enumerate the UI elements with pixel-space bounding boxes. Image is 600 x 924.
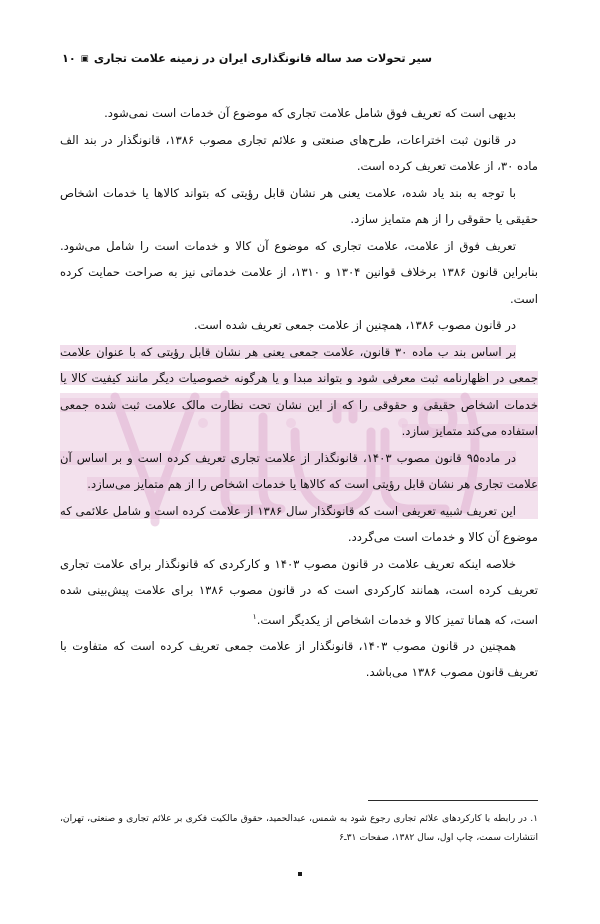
- body-text: [60, 100, 538, 686]
- paragraph-highlighted: [60, 445, 538, 498]
- paragraph: در قانون مصوب ۱۳۸۶، همچنین از علامت جمعی تعریف شده است.: [193, 318, 516, 332]
- footnote-divider: [368, 800, 538, 801]
- header-separator-icon: ▣: [80, 53, 89, 64]
- highlighted-text: بر اساس بند ب ماده ۳۰ قانون، علامت جمعی یعنی هر نشان قابل رؤیتی که با عنوان علامت جمعی در اظهارنامه ثبت معرفی شود و بتواند مبدا و یا هرگونه خصوصیات دیگر مانند کیفیت کالا یا خدمات اشخاص حقیقی و حقوقی را که از این نشان تحت نظارت مالک علامت ثبت شده جمعی استفاده می‌کند متمایز سازد.: [60, 344, 538, 438]
- paragraph: تعریف فوق از علامت، علامت تجاری که موضوع آن کالا و خدمات است را شامل می‌شود. بنابراین قانون ۱۳۸۶ برخلاف قوانین ۱۳۰۴ و ۱۳۱۰، از علامت خدماتی نیز به صراحت حمایت کرده است.: [60, 238, 538, 306]
- header-title: سیر تحولات صد ساله قانونگذاری ایران در زمینه علامت تجاری: [93, 52, 433, 65]
- page-folio: ۱۰: [62, 52, 76, 65]
- page-bottom-mark: [298, 872, 302, 876]
- running-header: [62, 52, 538, 65]
- footnote-entry: [60, 810, 538, 848]
- highlighted-text: در ماده۹۵ قانون مصوب ۱۴۰۳، قانونگذار از علامت تجاری تعریف کرده است و بر اساس آن علامت تجاری هر نشان قابل رؤیتی است که کالاها یا خدمات اشخاص را از هم متمایز می‌سازد.: [60, 450, 538, 491]
- paragraph: این تعریف شبیه تعریفی است که قانونگذار سال ۱۳۸۶ از علامت کرده است و شامل علائمی که موضوع آن کالا و خدمات است می‌گردد.: [60, 503, 538, 544]
- paragraph: [60, 551, 538, 633]
- paragraph: با توجه به بند یاد شده، علامت یعنی هر نشان قابل رؤیتی که بتواند کالاها یا خدمات اشخاص حقیقی یا حقوقی را از هم متمایز سازد.: [60, 185, 538, 226]
- paragraph-text: خلاصه اینکه تعریف علامت در قانون مصوب ۱۴۰۳ و کارکردی که قانونگذار برای علامت تجاری تعریف کرده است، همانند کارکردی است که در قانون مصوب ۱۳۸۶ برای علامت پیش‌بینی شده است، که همانا تمیز کالا و خدمات اشخاص از یکدیگر است.: [60, 556, 538, 627]
- footnote-area: [60, 810, 538, 848]
- paragraph: در قانون ثبت اختراعات، طرح‌های صنعتی و علائم تجاری مصوب ۱۳۸۶، قانونگذار در بند الف ماده ۳۰، از علامت تعریف کرده است.: [60, 132, 538, 173]
- footnote-text: در رابطه با کارکردهای علائم تجاری رجوع شود به شمس، عبدالحمید، حقوق مالکیت فکری بر علائم تجاری و صنعتی، تهران، انتشارات سمت، چاپ اول، سال ۱۳۸۲، صفحات ۳۱ـ۶: [60, 814, 538, 843]
- paragraph: همچنین در قانون مصوب ۱۴۰۳، قانونگذار از علامت جمعی تعریف کرده است که متفاوت با تعریف قانون مصوب ۱۳۸۶ می‌باشد.: [60, 638, 538, 680]
- footnote-reference: ۱: [252, 611, 257, 621]
- footnote-marker: ۱.: [530, 814, 538, 824]
- paragraph-highlighted: [60, 339, 538, 445]
- paragraph: بدیهی است که تعریف فوق شامل علامت تجاری که موضوع آن خدمات است نمی‌شود.: [104, 106, 516, 120]
